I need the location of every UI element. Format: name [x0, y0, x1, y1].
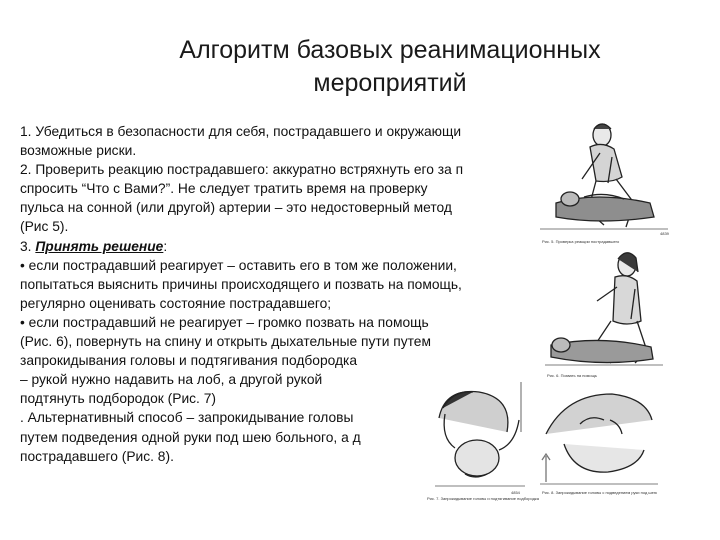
step-3-number: 3.: [20, 238, 36, 254]
step-3-colon: :: [163, 238, 168, 254]
figure-5-caption: Рис. 5. Проверка реакции пострадавшего: [542, 239, 620, 244]
figure-5-illustration: [540, 117, 670, 247]
text-line: – рукой нужно надавить на лоб, а другой рукой: [20, 372, 323, 388]
text-line: (Рис 5).: [20, 219, 69, 235]
text-line: • если пострадавший не реагирует – громко позвать на помощь: [20, 314, 429, 330]
step-3-heading: [20, 237, 550, 256]
text-line: 1. Убедиться в безопасности для себя, пострадавшего и окружающи: [20, 124, 462, 139]
text-line: подтянуть подбородок (Рис. 7): [20, 391, 216, 407]
text-line: запрокидывания головы и подтягивания подбородка: [20, 353, 358, 369]
figure-5-check-response: [540, 117, 670, 247]
figure-7-caption: Рис. 7. Запрокидывание головы и подтягивание подбородка: [427, 496, 539, 501]
text-line: . Альтернативный способ – запрокидывание головы: [20, 410, 354, 426]
text-line: регулярно оценивать состояние пострадавшего;: [20, 295, 332, 311]
figure-6-call-for-help: [545, 249, 665, 379]
slide-title: [0, 34, 720, 100]
title-line-1: Алгоритм базовых реанимационных: [179, 36, 601, 64]
figure-6-caption: Рис. 6. Позвать на помощь: [547, 373, 597, 378]
text-line: возможные риски.: [20, 143, 137, 159]
title-line-2: мероприятий: [313, 69, 467, 97]
text-line: пострадавшего (Рис. 8).: [20, 448, 174, 464]
algorithm-text: [20, 122, 550, 466]
figure-7-tag: 4854: [511, 490, 520, 495]
figure-5-tag: 4839: [660, 231, 669, 236]
text-line: попытаться выяснить причины происходящего и позвать на помощь,: [20, 276, 462, 292]
text-line: (Рис. 6), повернуть на спину и открыть дыхательные пути путем: [20, 334, 431, 350]
figure-8-caption: Рис. 8. Запрокидывание головы с подведением руки под шею: [542, 490, 657, 495]
figure-8-illustration: [540, 384, 660, 494]
text-line: спросить “Что с Вами?”. Не следует тратить время на проверку: [20, 181, 428, 197]
figure-6-illustration: [545, 249, 665, 379]
decision-emphasis: Принять решение: [35, 238, 164, 254]
text-line: • если пострадавший реагирует – оставить его в том же положении,: [20, 257, 457, 273]
text-line: 2. Проверить реакцию пострадавшего: аккуратно встряхнуть его за п: [20, 162, 464, 178]
text-line: пульса на сонной (или другой) артерии – это недостоверный метод: [20, 200, 452, 216]
figure-8-alt-head-tilt: [540, 384, 660, 494]
text-line: путем подведения одной руки под шею больного, а д: [20, 429, 361, 445]
